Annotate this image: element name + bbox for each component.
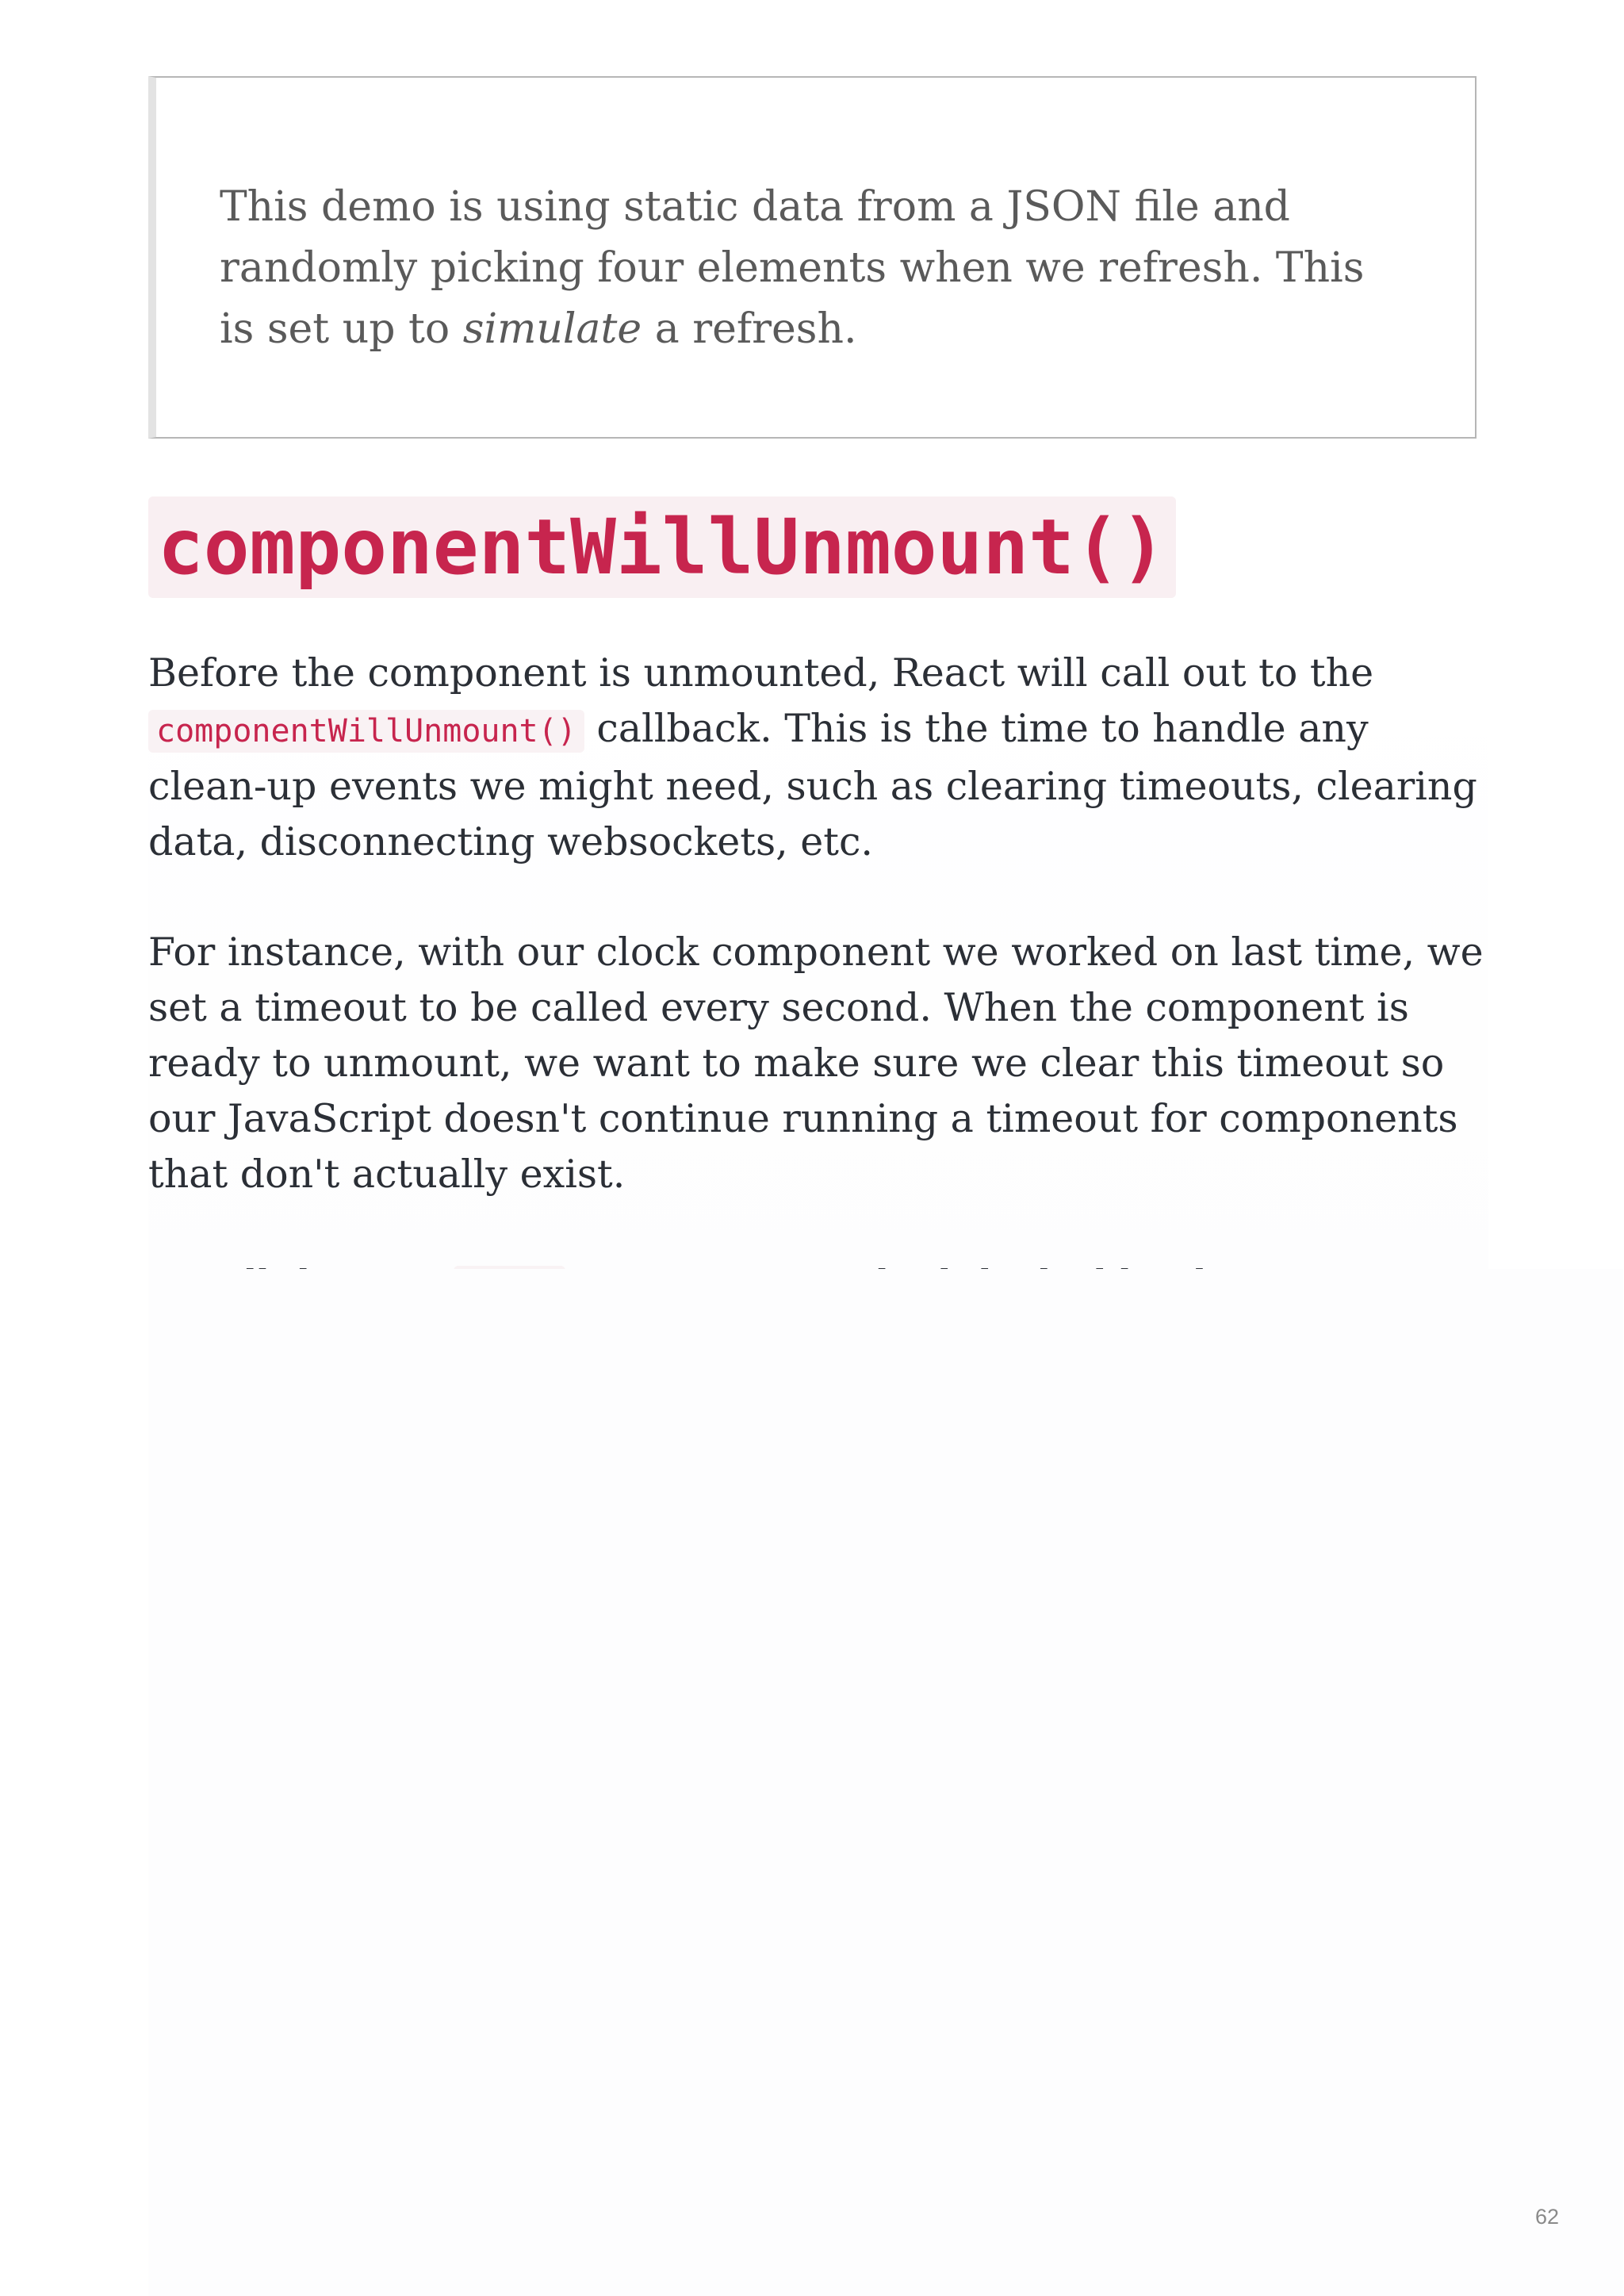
inline-code-componentwillunmount: componentWillUnmount() xyxy=(148,710,584,753)
paragraph-lifecycle xyxy=(148,646,1488,870)
note-emphasis: simulate xyxy=(462,305,642,353)
code-block-area xyxy=(148,1269,1623,2296)
paragraph-lifecycle-rest: callback. This is the time to handle any clean-up events we might need, such as clearing timeouts, clearing data, disconnecting websockets, etc. xyxy=(148,706,1477,864)
note-text-part1: This demo is using static data from a JSON file and randomly picking four elements when we refresh. This is set up to xyxy=(220,183,1365,353)
paragraph-clock-example: For instance, with our clock component we worked on last time, we set a timeout to be called every second. When the component is ready to unmount, we want to make sure we clear this timeout so our JavaScript doesn't continue running a timeout for components that don't actually exist. xyxy=(148,930,1484,1197)
section-heading-container xyxy=(148,496,1176,598)
note-text-part2: a refresh. xyxy=(642,305,857,353)
section-heading: componentWillUnmount() xyxy=(158,503,1166,592)
note-text xyxy=(220,177,1411,360)
note-blockquote xyxy=(148,76,1477,439)
page-number: 62 xyxy=(1534,2205,1559,2229)
section-content xyxy=(148,646,1488,1315)
paragraph-lifecycle-intro: Before the component is unmounted, React will call out to the xyxy=(148,650,1374,696)
